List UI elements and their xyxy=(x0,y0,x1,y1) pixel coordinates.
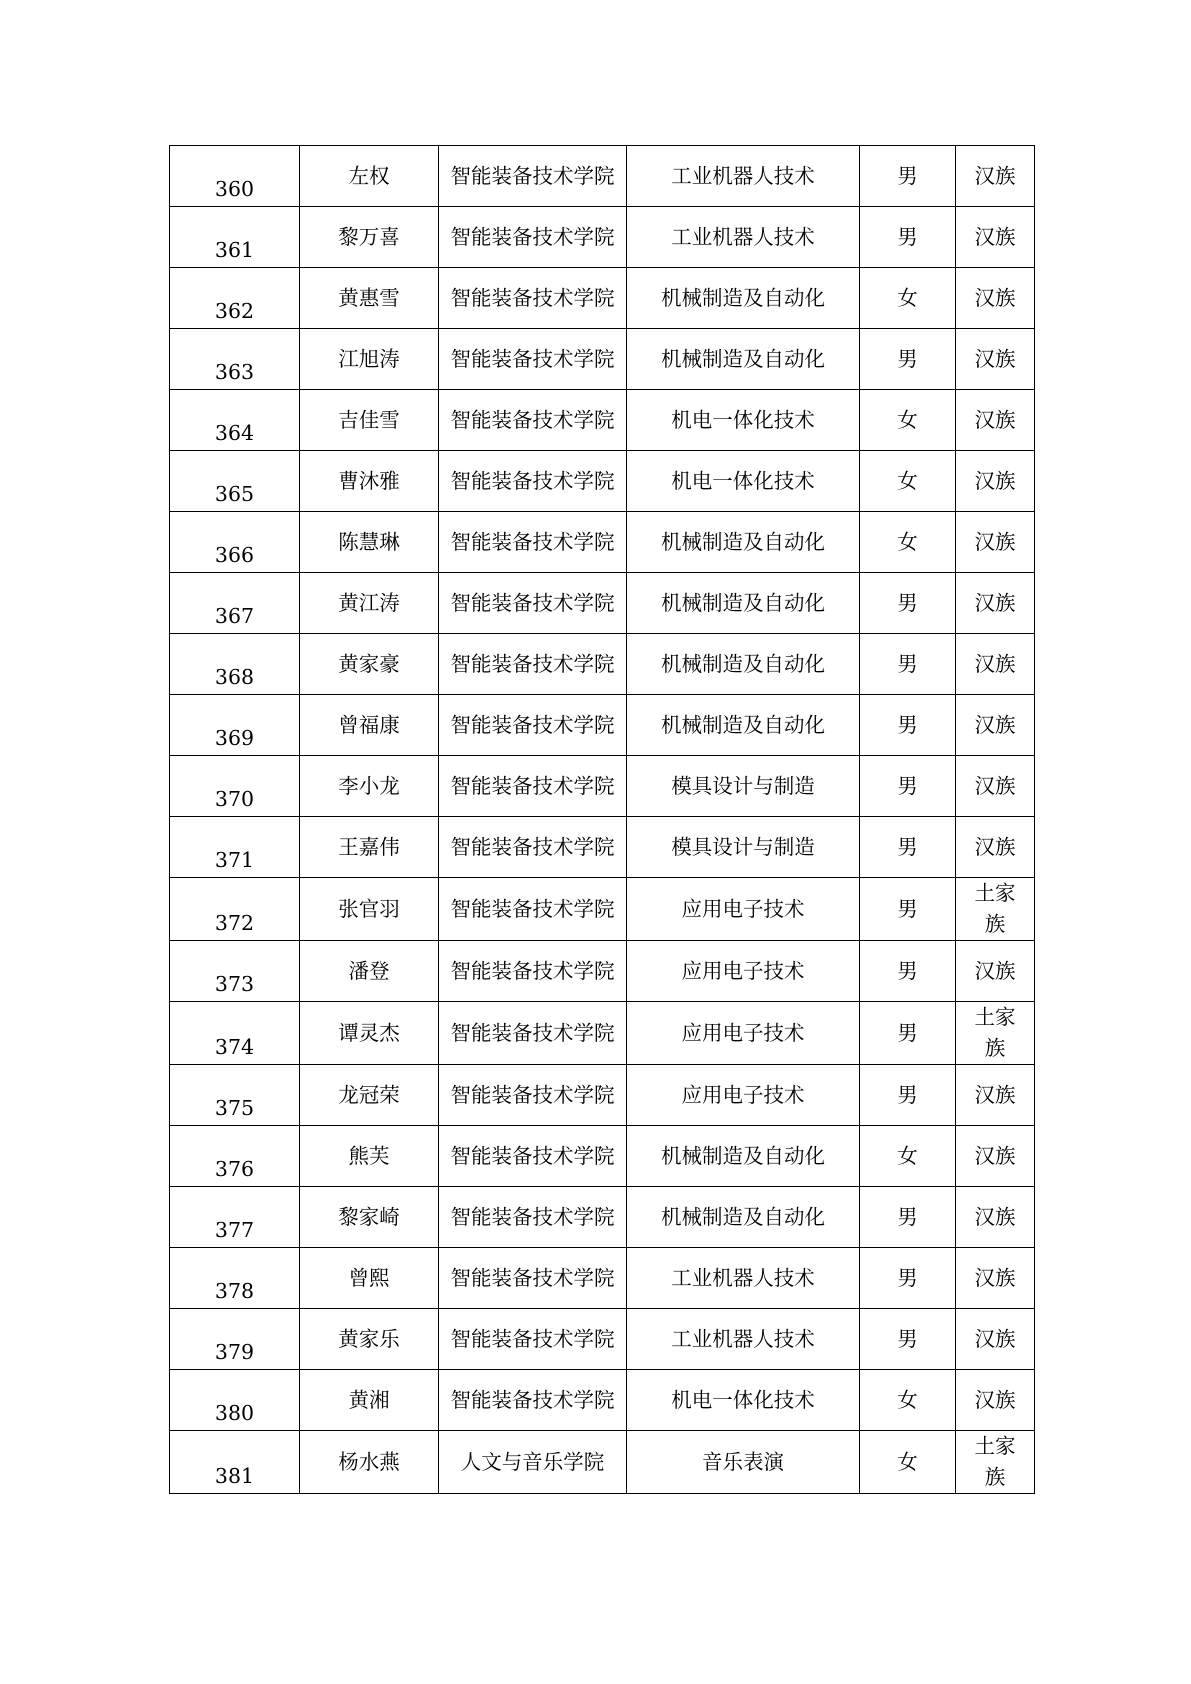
college-cell-text: 智能装备技术学院 xyxy=(450,1020,615,1045)
college-cell-text: 智能装备技术学院 xyxy=(450,529,615,554)
college-cell-text: 智能装备技术学院 xyxy=(450,346,615,371)
gender-cell-text: 男 xyxy=(897,834,918,859)
table-row xyxy=(170,390,1035,451)
college-cell xyxy=(439,1248,627,1309)
ethnicity-cell-text: 汉族 xyxy=(974,651,1016,676)
row-number-cell-text: 381 xyxy=(214,1464,255,1488)
ethnicity-cell-text: 汉族 xyxy=(974,224,1016,249)
ethnicity-cell-text: 土家族 xyxy=(974,1434,1016,1489)
gender-cell xyxy=(860,573,956,634)
college-cell xyxy=(439,1370,627,1431)
gender-cell xyxy=(860,451,956,512)
row-number-cell xyxy=(170,1126,300,1187)
row-number-cell-text: 376 xyxy=(214,1157,255,1181)
ethnicity-cell xyxy=(956,817,1035,878)
gender-cell-text: 女 xyxy=(897,407,918,432)
gender-cell xyxy=(860,941,956,1002)
ethnicity-cell-text: 土家族 xyxy=(974,881,1016,936)
gender-cell-text: 女 xyxy=(897,1449,918,1474)
gender-cell-text: 女 xyxy=(897,285,918,310)
ethnicity-cell-text: 汉族 xyxy=(974,468,1016,493)
gender-cell-text: 男 xyxy=(897,1326,918,1351)
ethnicity-cell-text: 汉族 xyxy=(974,834,1016,859)
college-cell xyxy=(439,695,627,756)
gender-cell-text: 男 xyxy=(897,1082,918,1107)
student-name-cell xyxy=(300,390,439,451)
student-name-cell xyxy=(300,1431,439,1494)
student-roster-table xyxy=(169,145,1035,1494)
college-cell-text: 智能装备技术学院 xyxy=(450,285,615,310)
ethnicity-cell xyxy=(956,451,1035,512)
table-row xyxy=(170,268,1035,329)
major-cell xyxy=(627,390,860,451)
table-row xyxy=(170,817,1035,878)
table-row xyxy=(170,207,1035,268)
major-cell-text: 音乐表演 xyxy=(702,1449,784,1474)
college-cell xyxy=(439,451,627,512)
college-cell xyxy=(439,146,627,207)
row-number-cell-text: 367 xyxy=(214,604,255,628)
table-row xyxy=(170,146,1035,207)
major-cell-text: 机械制造及自动化 xyxy=(661,712,825,737)
table-row xyxy=(170,1065,1035,1126)
major-cell xyxy=(627,451,860,512)
row-number-cell xyxy=(170,268,300,329)
ethnicity-cell xyxy=(956,756,1035,817)
row-number-cell-text: 374 xyxy=(214,1035,255,1059)
ethnicity-cell-text: 汉族 xyxy=(974,285,1016,310)
ethnicity-cell xyxy=(956,1370,1035,1431)
major-cell xyxy=(627,329,860,390)
row-number-cell xyxy=(170,1065,300,1126)
student-name-cell xyxy=(300,817,439,878)
gender-cell xyxy=(860,1248,956,1309)
student-name-cell-text: 黄江涛 xyxy=(338,590,400,615)
ethnicity-cell xyxy=(956,941,1035,1002)
student-name-cell-text: 熊芙 xyxy=(348,1143,390,1168)
student-name-cell xyxy=(300,1002,439,1065)
ethnicity-cell xyxy=(956,390,1035,451)
gender-cell xyxy=(860,1126,956,1187)
gender-cell-text: 男 xyxy=(897,1204,918,1229)
row-number-cell xyxy=(170,512,300,573)
row-number-cell-text: 361 xyxy=(214,238,255,262)
major-cell-text: 应用电子技术 xyxy=(681,1020,805,1045)
ethnicity-cell-text: 汉族 xyxy=(974,773,1016,798)
major-cell-text: 模具设计与制造 xyxy=(671,834,815,859)
gender-cell-text: 男 xyxy=(897,224,918,249)
gender-cell-text: 男 xyxy=(897,651,918,676)
college-cell-text: 智能装备技术学院 xyxy=(450,468,615,493)
ethnicity-cell-text: 汉族 xyxy=(974,407,1016,432)
row-number-cell-text: 366 xyxy=(214,543,255,567)
row-number-cell-text: 362 xyxy=(214,299,255,323)
college-cell xyxy=(439,207,627,268)
row-number-cell xyxy=(170,451,300,512)
student-name-cell-text: 左权 xyxy=(348,163,390,188)
gender-cell-text: 男 xyxy=(897,896,918,921)
student-name-cell-text: 曾熙 xyxy=(348,1265,390,1290)
gender-cell-text: 男 xyxy=(897,773,918,798)
row-number-cell-text: 378 xyxy=(214,1279,255,1303)
gender-cell xyxy=(860,756,956,817)
student-name-cell xyxy=(300,1065,439,1126)
ethnicity-cell xyxy=(956,1187,1035,1248)
major-cell xyxy=(627,207,860,268)
ethnicity-cell xyxy=(956,878,1035,941)
table-row xyxy=(170,1187,1035,1248)
ethnicity-cell-text: 汉族 xyxy=(974,346,1016,371)
student-name-cell-text: 黄家豪 xyxy=(338,651,400,676)
college-cell xyxy=(439,512,627,573)
college-cell xyxy=(439,756,627,817)
ethnicity-cell xyxy=(956,268,1035,329)
table-row xyxy=(170,329,1035,390)
student-name-cell-text: 黄惠雪 xyxy=(338,285,400,310)
college-cell xyxy=(439,1126,627,1187)
student-name-cell xyxy=(300,695,439,756)
major-cell xyxy=(627,634,860,695)
student-name-cell xyxy=(300,268,439,329)
gender-cell-text: 男 xyxy=(897,590,918,615)
major-cell xyxy=(627,1126,860,1187)
table-row xyxy=(170,1309,1035,1370)
student-name-cell-text: 黄家乐 xyxy=(338,1326,400,1351)
row-number-cell xyxy=(170,329,300,390)
major-cell-text: 工业机器人技术 xyxy=(671,1326,815,1351)
table-row xyxy=(170,634,1035,695)
student-name-cell-text: 江旭涛 xyxy=(338,346,400,371)
ethnicity-cell xyxy=(956,329,1035,390)
college-cell-text: 智能装备技术学院 xyxy=(450,1143,615,1168)
college-cell xyxy=(439,1002,627,1065)
gender-cell xyxy=(860,512,956,573)
student-name-cell xyxy=(300,451,439,512)
major-cell xyxy=(627,941,860,1002)
college-cell xyxy=(439,1065,627,1126)
student-name-cell-text: 曹沐雅 xyxy=(338,468,400,493)
gender-cell-text: 男 xyxy=(897,958,918,983)
row-number-cell xyxy=(170,756,300,817)
gender-cell-text: 女 xyxy=(897,468,918,493)
major-cell xyxy=(627,695,860,756)
gender-cell xyxy=(860,1431,956,1494)
table-row xyxy=(170,512,1035,573)
college-cell-text: 智能装备技术学院 xyxy=(450,834,615,859)
college-cell xyxy=(439,1309,627,1370)
student-name-cell-text: 曾福康 xyxy=(338,712,400,737)
student-name-cell xyxy=(300,1370,439,1431)
gender-cell xyxy=(860,329,956,390)
major-cell-text: 应用电子技术 xyxy=(681,896,805,921)
gender-cell-text: 女 xyxy=(897,1143,918,1168)
gender-cell xyxy=(860,268,956,329)
student-name-cell xyxy=(300,756,439,817)
ethnicity-cell-text: 土家族 xyxy=(974,1005,1016,1060)
row-number-cell xyxy=(170,941,300,1002)
row-number-cell xyxy=(170,634,300,695)
row-number-cell-text: 360 xyxy=(214,177,255,201)
row-number-cell-text: 379 xyxy=(214,1340,255,1364)
student-name-cell-text: 吉佳雪 xyxy=(338,407,400,432)
major-cell-text: 机电一体化技术 xyxy=(671,407,815,432)
row-number-cell-text: 375 xyxy=(214,1096,255,1120)
gender-cell xyxy=(860,390,956,451)
table-row xyxy=(170,695,1035,756)
row-number-cell-text: 363 xyxy=(214,360,255,384)
student-name-cell-text: 王嘉伟 xyxy=(338,834,400,859)
major-cell xyxy=(627,1187,860,1248)
major-cell xyxy=(627,817,860,878)
student-name-cell-text: 李小龙 xyxy=(338,773,400,798)
row-number-cell xyxy=(170,1187,300,1248)
major-cell xyxy=(627,1002,860,1065)
college-cell-text: 智能装备技术学院 xyxy=(450,1204,615,1229)
college-cell xyxy=(439,634,627,695)
major-cell-text: 应用电子技术 xyxy=(681,1082,805,1107)
college-cell-text: 智能装备技术学院 xyxy=(450,712,615,737)
student-name-cell-text: 陈慧琳 xyxy=(338,529,400,554)
college-cell xyxy=(439,817,627,878)
college-cell-text: 智能装备技术学院 xyxy=(450,1326,615,1351)
table-row xyxy=(170,451,1035,512)
ethnicity-cell-text: 汉族 xyxy=(974,958,1016,983)
row-number-cell-text: 369 xyxy=(214,726,255,750)
row-number-cell-text: 365 xyxy=(214,482,255,506)
gender-cell xyxy=(860,1187,956,1248)
ethnicity-cell xyxy=(956,695,1035,756)
row-number-cell xyxy=(170,1370,300,1431)
gender-cell xyxy=(860,1002,956,1065)
gender-cell xyxy=(860,1370,956,1431)
college-cell-text: 智能装备技术学院 xyxy=(450,590,615,615)
student-name-cell-text: 黄湘 xyxy=(348,1387,390,1412)
row-number-cell-text: 373 xyxy=(214,972,255,996)
student-name-cell-text: 黎家崎 xyxy=(338,1204,400,1229)
student-name-cell xyxy=(300,1248,439,1309)
college-cell-text: 智能装备技术学院 xyxy=(450,163,615,188)
gender-cell-text: 女 xyxy=(897,1387,918,1412)
table-row xyxy=(170,941,1035,1002)
gender-cell xyxy=(860,634,956,695)
ethnicity-cell xyxy=(956,146,1035,207)
student-name-cell-text: 谭灵杰 xyxy=(338,1020,400,1045)
student-name-cell xyxy=(300,146,439,207)
college-cell-text: 智能装备技术学院 xyxy=(450,896,615,921)
student-name-cell xyxy=(300,329,439,390)
student-name-cell xyxy=(300,207,439,268)
college-cell-text: 智能装备技术学院 xyxy=(450,224,615,249)
row-number-cell-text: 372 xyxy=(214,911,255,935)
gender-cell-text: 男 xyxy=(897,1265,918,1290)
row-number-cell xyxy=(170,695,300,756)
ethnicity-cell-text: 汉族 xyxy=(974,1387,1016,1412)
row-number-cell xyxy=(170,146,300,207)
major-cell xyxy=(627,1065,860,1126)
gender-cell-text: 女 xyxy=(897,529,918,554)
ethnicity-cell xyxy=(956,1065,1035,1126)
major-cell xyxy=(627,573,860,634)
ethnicity-cell-text: 汉族 xyxy=(974,1326,1016,1351)
college-cell xyxy=(439,1187,627,1248)
major-cell-text: 模具设计与制造 xyxy=(671,773,815,798)
row-number-cell xyxy=(170,1309,300,1370)
student-name-cell-text: 黎万喜 xyxy=(338,224,400,249)
ethnicity-cell xyxy=(956,634,1035,695)
row-number-cell xyxy=(170,817,300,878)
ethnicity-cell-text: 汉族 xyxy=(974,163,1016,188)
table-row xyxy=(170,878,1035,941)
row-number-cell-text: 371 xyxy=(214,848,255,872)
ethnicity-cell xyxy=(956,573,1035,634)
college-cell xyxy=(439,268,627,329)
major-cell xyxy=(627,1248,860,1309)
college-cell-text: 智能装备技术学院 xyxy=(450,958,615,983)
gender-cell xyxy=(860,146,956,207)
gender-cell xyxy=(860,878,956,941)
major-cell-text: 机械制造及自动化 xyxy=(661,1204,825,1229)
row-number-cell xyxy=(170,878,300,941)
major-cell-text: 机械制造及自动化 xyxy=(661,651,825,676)
ethnicity-cell-text: 汉族 xyxy=(974,1143,1016,1168)
ethnicity-cell xyxy=(956,1431,1035,1494)
gender-cell xyxy=(860,1065,956,1126)
student-name-cell xyxy=(300,573,439,634)
major-cell-text: 工业机器人技术 xyxy=(671,163,815,188)
major-cell xyxy=(627,1370,860,1431)
college-cell xyxy=(439,390,627,451)
major-cell-text: 机械制造及自动化 xyxy=(661,590,825,615)
row-number-cell xyxy=(170,1002,300,1065)
ethnicity-cell xyxy=(956,1309,1035,1370)
ethnicity-cell xyxy=(956,1002,1035,1065)
student-name-cell-text: 潘登 xyxy=(348,958,390,983)
college-cell xyxy=(439,1431,627,1494)
table-row xyxy=(170,573,1035,634)
college-cell-text: 人文与音乐学院 xyxy=(460,1449,605,1474)
college-cell-text: 智能装备技术学院 xyxy=(450,651,615,676)
row-number-cell-text: 368 xyxy=(214,665,255,689)
college-cell-text: 智能装备技术学院 xyxy=(450,1082,615,1107)
ethnicity-cell-text: 汉族 xyxy=(974,712,1016,737)
college-cell-text: 智能装备技术学院 xyxy=(450,407,615,432)
row-number-cell-text: 364 xyxy=(214,421,255,445)
row-number-cell xyxy=(170,1248,300,1309)
major-cell xyxy=(627,512,860,573)
ethnicity-cell xyxy=(956,207,1035,268)
ethnicity-cell-text: 汉族 xyxy=(974,1082,1016,1107)
ethnicity-cell xyxy=(956,512,1035,573)
ethnicity-cell-text: 汉族 xyxy=(974,1204,1016,1229)
college-cell-text: 智能装备技术学院 xyxy=(450,773,615,798)
gender-cell xyxy=(860,207,956,268)
student-name-cell xyxy=(300,512,439,573)
gender-cell-text: 男 xyxy=(897,1020,918,1045)
ethnicity-cell-text: 汉族 xyxy=(974,529,1016,554)
college-cell xyxy=(439,573,627,634)
student-name-cell xyxy=(300,941,439,1002)
major-cell xyxy=(627,756,860,817)
major-cell xyxy=(627,268,860,329)
major-cell xyxy=(627,146,860,207)
row-number-cell-text: 380 xyxy=(214,1401,255,1425)
row-number-cell-text: 370 xyxy=(214,787,255,811)
student-name-cell xyxy=(300,634,439,695)
table-row xyxy=(170,1126,1035,1187)
major-cell-text: 工业机器人技术 xyxy=(671,224,815,249)
major-cell xyxy=(627,878,860,941)
college-cell-text: 智能装备技术学院 xyxy=(450,1265,615,1290)
gender-cell xyxy=(860,817,956,878)
ethnicity-cell xyxy=(956,1126,1035,1187)
gender-cell-text: 男 xyxy=(897,346,918,371)
row-number-cell xyxy=(170,390,300,451)
row-number-cell-text: 377 xyxy=(214,1218,255,1242)
gender-cell xyxy=(860,1309,956,1370)
student-name-cell xyxy=(300,1187,439,1248)
table-row xyxy=(170,756,1035,817)
row-number-cell xyxy=(170,207,300,268)
major-cell-text: 机械制造及自动化 xyxy=(661,285,825,310)
major-cell-text: 机械制造及自动化 xyxy=(661,529,825,554)
table-row xyxy=(170,1002,1035,1065)
major-cell-text: 应用电子技术 xyxy=(681,958,805,983)
student-name-cell xyxy=(300,878,439,941)
student-name-cell xyxy=(300,1126,439,1187)
ethnicity-cell xyxy=(956,1248,1035,1309)
student-name-cell-text: 龙冠荣 xyxy=(338,1082,400,1107)
college-cell-text: 智能装备技术学院 xyxy=(450,1387,615,1412)
gender-cell xyxy=(860,695,956,756)
roster-body xyxy=(170,146,1035,1494)
major-cell xyxy=(627,1431,860,1494)
major-cell-text: 机械制造及自动化 xyxy=(661,346,825,371)
gender-cell-text: 男 xyxy=(897,163,918,188)
student-name-cell-text: 杨水燕 xyxy=(338,1449,400,1474)
row-number-cell xyxy=(170,573,300,634)
gender-cell-text: 男 xyxy=(897,712,918,737)
student-name-cell-text: 张官羽 xyxy=(338,896,400,921)
ethnicity-cell-text: 汉族 xyxy=(974,590,1016,615)
college-cell xyxy=(439,329,627,390)
row-number-cell xyxy=(170,1431,300,1494)
major-cell-text: 机电一体化技术 xyxy=(671,1387,815,1412)
major-cell xyxy=(627,1309,860,1370)
table-row xyxy=(170,1431,1035,1494)
college-cell xyxy=(439,878,627,941)
major-cell-text: 工业机器人技术 xyxy=(671,1265,815,1290)
table-row xyxy=(170,1370,1035,1431)
ethnicity-cell-text: 汉族 xyxy=(974,1265,1016,1290)
college-cell xyxy=(439,941,627,1002)
table-row xyxy=(170,1248,1035,1309)
major-cell-text: 机电一体化技术 xyxy=(671,468,815,493)
student-name-cell xyxy=(300,1309,439,1370)
major-cell-text: 机械制造及自动化 xyxy=(661,1143,825,1168)
